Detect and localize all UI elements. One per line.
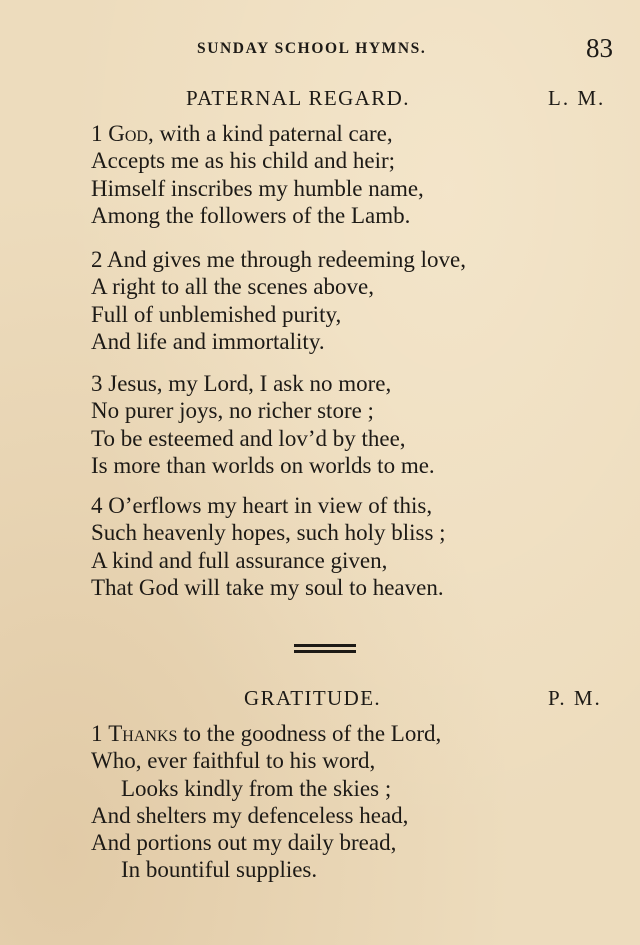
verse-text: to the goodness of the Lord, — [177, 721, 442, 746]
lead-word: God — [108, 121, 148, 146]
verse-text: , with a kind paternal care, — [147, 121, 393, 146]
verse-line: 4 O’erflows my heart in view of this, — [91, 493, 433, 518]
verse-line: Who, ever faithful to his word, — [91, 748, 376, 774]
hymn-title: PATERNAL REGARD. — [186, 86, 410, 110]
hymn-meter: L. M. — [548, 86, 606, 110]
verse-line: To be esteemed and lov’d by thee, — [91, 425, 406, 451]
section-divider — [294, 644, 356, 654]
lead-word: Thanks — [108, 721, 178, 746]
verse-line: A kind and full assurance given, — [91, 547, 388, 573]
running-title: SUNDAY SCHOOL HYMNS. — [197, 40, 427, 57]
stanza-1 — [91, 720, 611, 884]
verse-line: 3 Jesus, my Lord, I ask no more, — [91, 371, 392, 396]
hymn-meter: P. M. — [548, 686, 602, 710]
verse-line: No purer joys, no richer store ; — [91, 398, 374, 424]
verse-line — [91, 120, 611, 147]
verse-line: Accepts me as his child and heir; — [91, 148, 396, 174]
stanza-4 — [91, 492, 611, 601]
verse-line: And portions out my daily bread, — [91, 830, 397, 856]
stanza-number: 1 — [91, 121, 103, 146]
hymn-heading-gratitude — [0, 686, 640, 720]
verse-line: Himself inscribes my humble name, — [91, 175, 424, 201]
page-number: 83 — [586, 33, 613, 63]
hymn-heading-paternal-regard — [0, 86, 640, 120]
verse-line: Full of unblemished purity, — [91, 301, 342, 327]
verse-line: 2 And gives me through redeeming love, — [91, 247, 466, 272]
stanza-1 — [91, 120, 611, 229]
verse-line: A right to all the scenes above, — [91, 274, 374, 300]
verse-line: That God will take my soul to heaven. — [91, 574, 444, 600]
verse-line: Among the followers of the Lamb. — [91, 202, 411, 228]
verse-line: In bountiful supplies. — [121, 857, 318, 883]
verse-line — [91, 720, 611, 747]
hymn-title: GRATITUDE. — [244, 686, 382, 710]
stanza-number: 1 — [91, 721, 103, 746]
verse-line: Such heavenly hopes, such holy bliss ; — [91, 520, 446, 546]
stanza-2 — [91, 246, 611, 355]
running-head — [0, 33, 640, 66]
stanza-3 — [91, 370, 611, 479]
verse-line: And shelters my defenceless head, — [91, 802, 409, 828]
verse-line: Is more than worlds on worlds to me. — [91, 452, 435, 478]
verse-line: And life and immortality. — [91, 328, 325, 354]
verse-line: Looks kindly from the skies ; — [121, 775, 392, 801]
